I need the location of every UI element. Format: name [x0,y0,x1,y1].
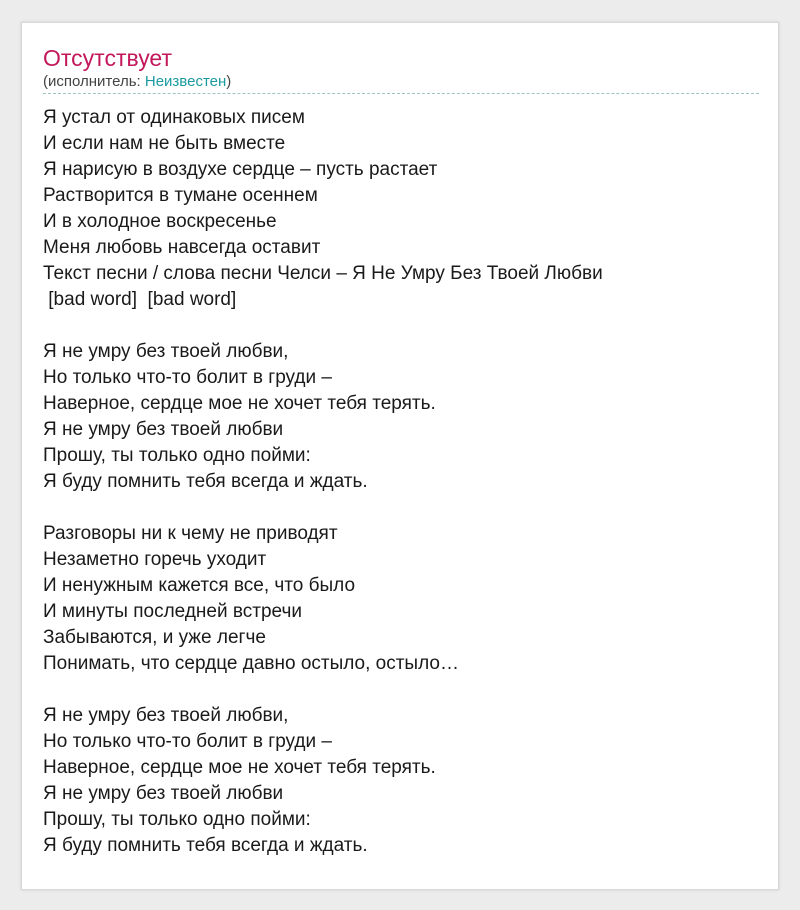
lyrics-line: Я не умру без твоей любви, [43,341,289,362]
lyrics-line: И ненужным кажется все, что было [43,575,356,596]
lyrics-line: Я не умру без твоей любви [43,783,284,804]
lyrics-line: Разговоры ни к чему не приводят [43,523,338,544]
lyrics-line: Забываются, и уже легче [43,627,266,648]
lyrics-stanza [43,105,763,313]
artist-link[interactable]: Неизвестен [144,73,227,90]
lyrics-line: Я буду помнить тебя всегда и ждать. [43,835,368,856]
lyrics-line: И в холодное воскресенье [43,211,277,232]
lyrics-line: Меня любовь навсегда оставит [43,237,321,258]
lyrics-stanza [43,703,763,859]
lyrics-line: Я устал от одинаковых писем [43,107,305,128]
stanza-gap [43,677,763,703]
lyrics-line: Прошу, ты только одно пойми: [43,445,311,466]
lyrics-line: Растворится в тумане осеннем [43,185,318,206]
lyrics-line: Понимать, что сердце давно остыло, остыло… [43,653,459,674]
lyrics-line: Но только что-то болит в груди – [43,731,332,752]
stanza-gap [43,495,763,521]
stanza-gap [43,313,763,339]
lyrics-line: Я не умру без твоей любви [43,419,284,440]
artist-suffix: ) [226,73,232,90]
lyrics-line: Незаметно горечь уходит [43,549,267,570]
lyrics-card [21,22,779,890]
lyrics-line: Я не умру без твоей любви, [43,705,289,726]
lyrics-line: Текст песни / слова песни Челси – Я Не Умру Без Твоей Любви [43,263,603,284]
lyrics-line: Но только что-то болит в груди – [43,367,332,388]
lyrics-body [43,105,763,859]
lyrics-line: И минуты последней встречи [43,601,302,622]
lyrics-line: И если нам не быть вместе [43,133,286,154]
lyrics-line: Наверное, сердце мое не хочет тебя терять. [43,393,436,414]
title-divider [43,93,759,94]
artist-prefix: (исполнитель: [43,73,145,90]
lyrics-stanza [43,339,763,495]
lyrics-line: Я буду помнить тебя всегда и ждать. [43,471,368,492]
lyrics-line: Прошу, ты только одно пойми: [43,809,311,830]
artist-line [43,73,231,91]
lyrics-line: [bad word] [bad word] [43,289,237,310]
song-title: Отсутствует [43,45,172,71]
lyrics-line: Я нарисую в воздухе сердце – пусть растает [43,159,438,180]
lyrics-line: Наверное, сердце мое не хочет тебя терять. [43,757,436,778]
lyrics-stanza [43,521,763,677]
